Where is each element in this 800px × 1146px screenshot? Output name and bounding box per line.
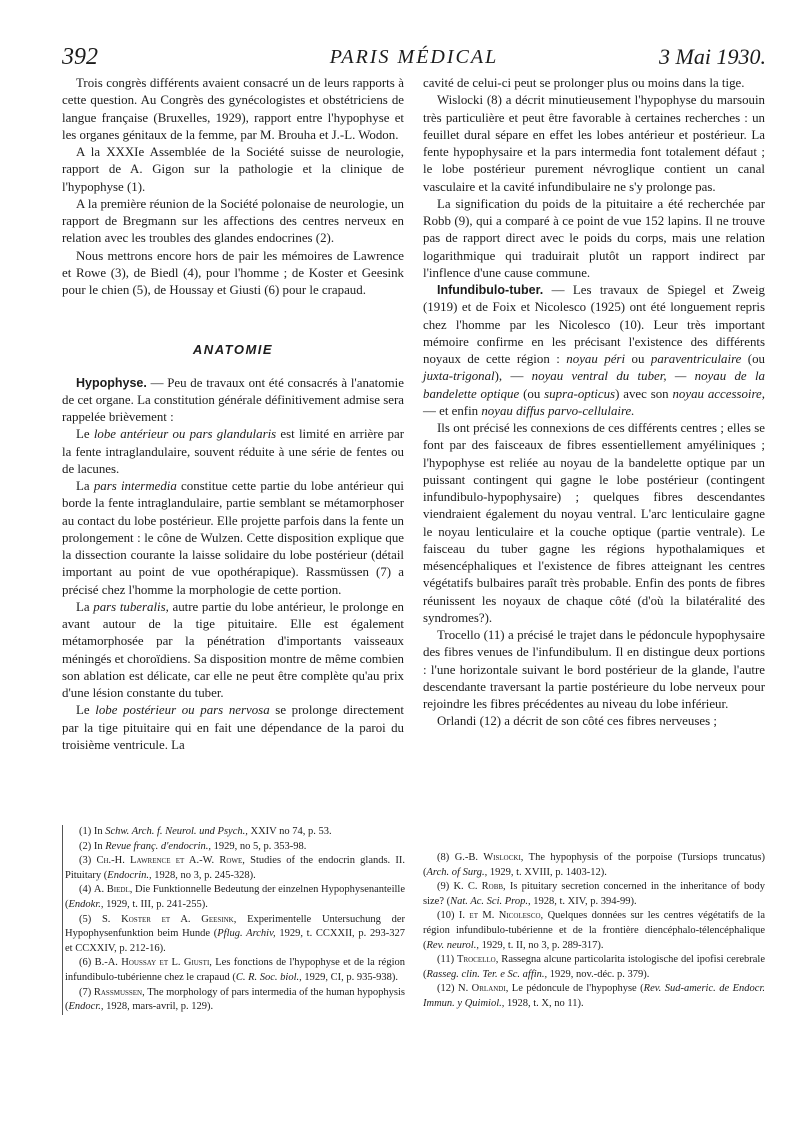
footnote — [65, 883, 405, 912]
running-header — [62, 44, 766, 74]
text-run: (8) — [437, 852, 455, 863]
text-run: Le pédoncule de l'hypophyse ( — [508, 983, 644, 995]
text-run: 1929, t. XVIII, p. 1403-12). — [487, 866, 607, 878]
text-run: (7) — [79, 986, 94, 998]
text-run: (ou — [519, 386, 545, 401]
text-run: (2) In — [79, 840, 106, 852]
text-run: ) avec son — [615, 386, 673, 401]
author-names: Trocello, — [457, 954, 499, 966]
author-names: K. C. Robb, — [453, 881, 506, 893]
text-run: (9) — [437, 881, 454, 893]
text-run: est limité en arrière par la fente intraglandulaire, souvent réduite à une série de fentes ou de lacunes. — [62, 427, 404, 476]
footnote — [423, 909, 765, 953]
text-run: ), — — [494, 369, 532, 384]
text-run: (12) — [437, 983, 458, 995]
text-run: La — [76, 479, 94, 493]
text-run: — et enfin — [423, 403, 482, 418]
text-run: Is pituitary secretion concerned in the inheritance of body size? ( — [423, 881, 765, 907]
journal-name: Endokr., — [68, 898, 104, 910]
text-run: The morphology of pars intermedia of the human hypophysis ( — [65, 986, 405, 1013]
author-names: Ch.-H. Lawrence et A.-W. Rowe, — [96, 855, 245, 867]
paragraph — [62, 426, 404, 478]
text-run: (6) — [79, 957, 95, 969]
text-run: XXIV no 74, p. 53. — [247, 826, 332, 837]
italic-term: noyau ventral du tuber, — noyau de la bandelette optique — [423, 369, 765, 401]
author-names: G.-B. Wislocki, — [454, 852, 524, 863]
journal-name: Pflug. Archiv, — [217, 928, 276, 940]
paragraph: A la XXXIe Assemblée de la Société suisse de neurologie, rapport de A. Gigon sur la pathologie et la clinique de l'hypophyse (1). — [62, 145, 404, 194]
text-run: (5) — [79, 913, 102, 925]
section-title: ANATOMIE — [192, 342, 274, 358]
text-run: 1928, no 3, p. 245-328). — [151, 869, 256, 881]
italic-term: lobe postérieur ou pars nervosa — [95, 703, 270, 718]
italic-term: noyau péri — [566, 352, 626, 366]
text-run: La — [76, 599, 94, 614]
author-names: N. Orlandi, — [457, 983, 509, 995]
author-names: Rassmussen, — [93, 986, 145, 998]
right-column — [423, 75, 765, 731]
text-run: 1929, no 5, p. 353-98. — [211, 840, 307, 852]
subheading: Hypophyse. — [76, 375, 147, 390]
journal-name: C. R. Soc. biol., — [235, 971, 302, 983]
journal-name: Nat. Ac. Sci. Prop., — [450, 895, 531, 907]
journal-name: Arch. of Surg., — [426, 866, 488, 878]
text-run: constitue cette partie du lobe antérieur qui borde la fente intraglandulaire, partie semblant se métamorphoser au contact du lobe postérieur. Elle projette parfois dans la fente un prolongement : le cône de Wulzen. Cette disposition explique que la dissection courante la laisse solidaire du lobe postérieur (détail important au point de vue opothérapique). Rassmüssen (7) a précisé chez l'homme la morphologie de cette portion. — [62, 479, 404, 597]
text-run: Les fonctions de l'hypophyse et de la région infundibulo-tubérienne chez le crapaud ( — [65, 957, 405, 983]
footnote — [65, 956, 405, 985]
journal-name: Rev. Sud-americ. de Endocr. Immun. y Quimiol., — [423, 983, 766, 1009]
italic-term: pars intermedia — [93, 479, 177, 493]
paragraph: cavité de celui-ci peut se prolonger plus ou moins dans la tige. — [423, 76, 745, 90]
italic-term: pars tuberalis, — [93, 599, 169, 614]
text-run: Experimentelle Untersuchung der Hypophysenfunktion beim Hunde ( — [65, 913, 405, 940]
left-column — [62, 75, 404, 754]
footnotes-left — [62, 825, 405, 1015]
journal-name: Schw. Arch. f. Neurol. und Psych., — [105, 826, 248, 837]
paragraph — [423, 282, 765, 420]
text-run: 1928, mars-avril, p. 129). — [103, 1001, 214, 1013]
text-run: The hypophysis of the porpoise (Tursiops truncatus) ( — [423, 852, 766, 878]
text-run: 1929, t. III, p. 241-255). — [103, 898, 208, 910]
italic-term: noyau accessoire, — [672, 386, 765, 401]
text-run: 1929, CI, p. 935-938). — [301, 971, 399, 983]
text-run: (11) — [437, 954, 458, 966]
footnote — [423, 953, 765, 982]
text-run: — Les travaux de Spiegel et Zweig (1919) et de Foix et Nicolesco (1925) ont été longuement repris chez l'homme par les Nicolesco (10). Leur très important mémoire confirme en les précisant l'existence des différents noyaux de cette région : — [423, 283, 765, 366]
author-names: S. Koster et A. Geesink, — [101, 913, 237, 925]
paragraph: Nous mettrons encore hors de pair les mémoires de Lawrence et Rowe (3), de Biedl (4), pour l'homme ; de Koster et Geesink pour le chien (5), de Houssay et Giusti (6) pour le crapaud. — [62, 248, 404, 297]
paragraph — [62, 478, 404, 599]
footnote — [423, 880, 765, 909]
text-run: Rassegna alcune particolarita istologische del ipofisi cerebrale ( — [423, 954, 765, 980]
footnote — [65, 854, 405, 883]
text-run: ou — [625, 352, 651, 366]
paragraph: La signification du poids de la pituitaire a été recherchée par Robb (9), qui a comparé à ce point de vue 152 lapins. Il ne trouve pas de rapport direct avec le poids du corps, mais une relation logarithmique qui traduirait plutôt un rapport indirect par l'inflence d'une cause commune. — [423, 196, 765, 280]
footnote — [423, 851, 765, 880]
paragraph — [62, 702, 404, 754]
text-run: 1929, t. II, no 3, p. 289-317). — [478, 939, 604, 951]
paragraph: A la première réunion de la Société polonaise de neurologie, un rapport de Bregmann sur les affections des centres nerveux en relation avec les troubles des glandes endocrines (2). — [62, 196, 404, 246]
text-run: 1928, t. XIV, p. 394-99). — [530, 895, 637, 907]
text-run: Die Funktionnelle Bedeutung der einzelnen Hypophysenanteille ( — [65, 884, 405, 910]
journal-name: Endocr., — [68, 1001, 104, 1013]
footnote — [65, 913, 405, 957]
journal-name: Revue franç. d'endocrin., — [105, 840, 212, 852]
paragraph — [62, 375, 404, 427]
author-names: B.-A. Houssay et L. Giusti, — [94, 957, 212, 969]
paragraph — [62, 599, 404, 703]
text-run: Quelques données sur les centres végétatifs de la région infundibulo-tubérienne et de la frontière diencéphalo-télencéphalique ( — [423, 910, 765, 951]
paragraph: Ils ont précisé les connexions de ces différents centres ; elles se font par des faisceaux de fibres essentiellement amyéliniques ; l'hypophyse est reliée au noyau de la bandelette optique par un puissant contingent qui gagne le lobe postérieur (contingent infundibulo-hypophysaire) ; quelques fibres descendantes viendraient également du noyau ventral. L'arc lenticulaire gagne le noyau lenticulaire et la couche optique (partie ventrale). Le faisceau du tuber gagne les régions hypothalamiques et mésencéphaliques et l'existence de fibres atteignant les centres végétatifs bulbaires paraît très probable. Enfin des ponts de fibres réunissent les noyaux de chaque côté (d'où la bilatéralité des syndromes?). — [423, 421, 765, 625]
text-run: 1928, t. X, no 11). — [504, 997, 584, 1009]
footnotes-right — [423, 851, 765, 1012]
author-names: A. Biedl, — [93, 884, 133, 896]
text-run: (ou — [741, 352, 765, 366]
text-run: (1) In — [79, 826, 106, 837]
journal-name: Rasseg. clin. Ter. e Sc. affin., — [426, 968, 548, 980]
text-run: (10) — [437, 910, 459, 922]
paragraph: Trois congrès différents avaient consacré un de leurs rapports à cette question. Au Congrès des gynécologistes et obstétriciens de langue française (Bruxelles, 1929), rapport entre l'hypophyse et les organes génitaux de la femme, par M. Brouha et J.-L. Wodon. — [62, 76, 404, 142]
footnote — [65, 840, 405, 855]
text-run: autre partie du lobe antérieur, le prolonge en avant autour de la tige pituitaire. Elle est également métamorphosée par la pénétration d'importants vaisseaux méningés et choroïdiens. Sa disposition montre de même combien son ablation est délicate, car elle ne peut être complète qu'au prix d'une lésion constante du tuber. — [62, 599, 404, 700]
journal-name: Rev. neurol., — [426, 939, 479, 951]
italic-term: lobe antérieur ou pars glandularis — [93, 427, 277, 442]
text-run: Le — [76, 703, 96, 718]
page-number: 392 — [62, 44, 98, 70]
footnote — [423, 982, 765, 1011]
author-names: I. et M. Nicolesco, — [458, 910, 544, 922]
text-run: se prolonge directement par la tige pituitaire qui en fait une dépendance de la paroi du troisième ventricule. La — [62, 703, 404, 752]
text-run: (4) — [79, 884, 94, 896]
journal-name: Endocrin., — [107, 869, 152, 881]
subheading: Infundibulo-tuber. — [437, 283, 544, 297]
text-run: 1929, nov.-déc. p. 379). — [547, 968, 650, 980]
journal-title: PARIS MÉDICAL — [329, 46, 499, 68]
text-run: Le — [76, 427, 94, 442]
italic-term: juxta-trigonal — [423, 369, 495, 384]
text-run: 1929, t. CCXXII, p. 293-327 et CCXXIV, p. 212-16). — [65, 928, 405, 954]
text-run: Studies of the endocrin glands. II. Pituitary ( — [65, 855, 406, 881]
paragraph: Trocello (11) a précisé le trajet dans le pédoncule hypophysaire des fibres venues de l'infundibulum. Il en distingue deux portions : l'une horizontale suivant le bord postérieur de la glande, l'autre descendante traversant la partie postérieure du lobe nerveux pour rejoindre les fibres précédentes au niveau du lobe inférieur. — [423, 628, 765, 711]
footnote — [65, 825, 405, 840]
footnote — [65, 986, 405, 1015]
italic-term: paraventriculaire — [650, 352, 742, 366]
paragraph-text: — Peu de travaux ont été consacrés à l'anatomie de cet organe. La constitution générale définitivement admise sera rappelée brièvement : — [62, 375, 404, 424]
italic-term: supra-opticus — [544, 386, 616, 401]
paragraph: Orlandi (12) a décrit de son côté ces fibres nerveuses ; — [437, 714, 717, 729]
italic-term: noyau diffus parvo-cellulaire. — [481, 403, 635, 418]
paragraph: Wislocki (8) a décrit minutieusement l'hypophyse du marsouin très particulière et peut être favorable à certaines recherches : un feuillet dural sépare en effet les lobes antérieur et postérieur. La fente hypophysaire et la pars intermedia font totalement défaut ; le lobe postérieur purement névroglique contient un canal vasculaire et la cavité infundibulaire ne s'y prolonge pas. — [423, 93, 765, 194]
issue-date: 3 Mai 1930. — [659, 44, 766, 69]
text-run: (3) — [79, 855, 97, 867]
